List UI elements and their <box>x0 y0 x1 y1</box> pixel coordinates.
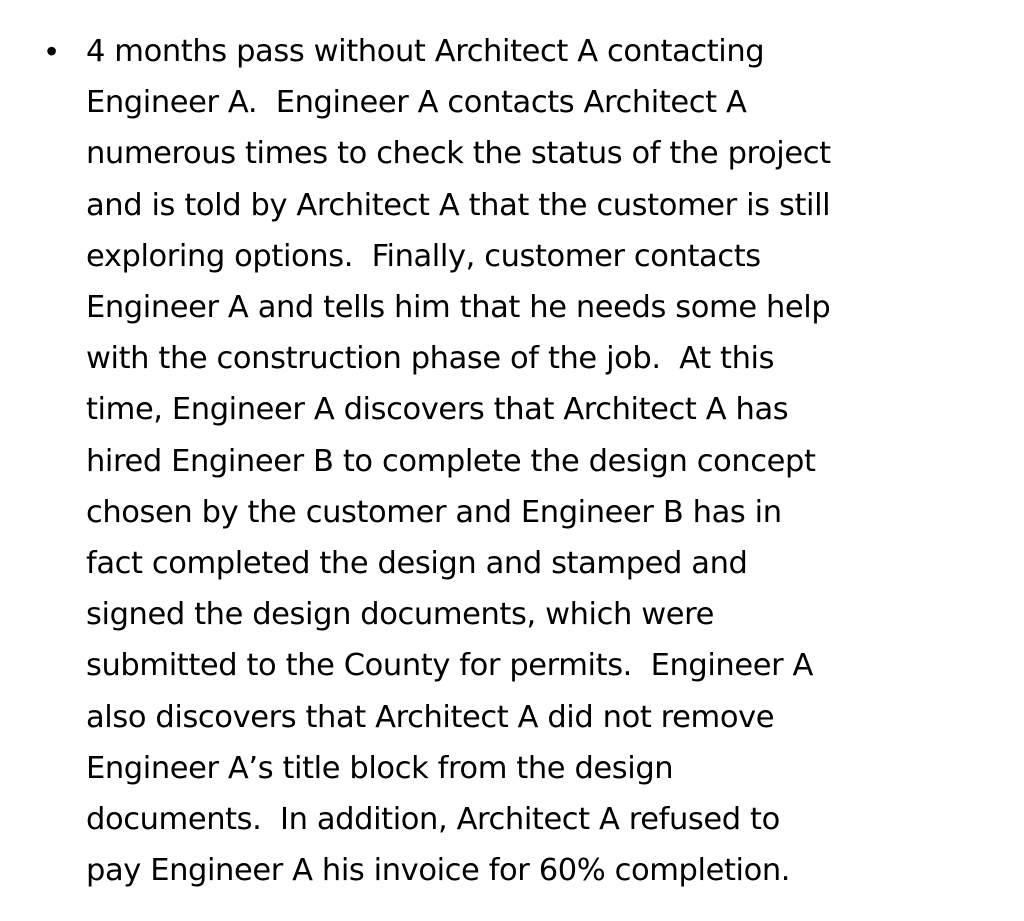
bullet-text-line: submitted to the County for permits. Engineer A <box>86 648 813 684</box>
bullet-text-line: also discovers that Architect A did not remove <box>86 699 775 735</box>
bullet-text-line: exploring options. Finally, customer contacts <box>86 238 761 274</box>
bullet-text-line: pay Engineer A his invoice for 60% completion. <box>86 853 791 889</box>
bullet-list <box>0 26 1024 896</box>
bullet-text-line: time, Engineer A discovers that Architect A has <box>86 392 789 428</box>
bullet-text-line: with the construction phase of the job. At this <box>86 341 775 377</box>
bullet-text-line: fact completed the design and stamped and <box>86 546 748 582</box>
bullet-text-line: Engineer A and tells him that he needs some help <box>86 290 831 326</box>
bullet-text-line: Engineer A’s title block from the design <box>86 750 674 786</box>
bullet-text-line: documents. In addition, Architect A refused to <box>86 802 780 838</box>
bullet-item <box>0 26 1024 896</box>
bullet-text-line: chosen by the customer and Engineer B has in <box>86 494 782 530</box>
bullet-text-line: 4 months pass without Architect A contacting <box>86 34 765 69</box>
bullet-text-line: numerous times to check the status of the project <box>86 136 831 172</box>
bullet-dot-icon: • <box>46 33 58 69</box>
bullet-text-line: Engineer A. Engineer A contacts Architect A <box>86 85 747 121</box>
bullet-text-line: hired Engineer B to complete the design concept <box>86 443 816 479</box>
bullet-text-line: and is told by Architect A that the customer is still <box>86 187 831 223</box>
bullet-text-line: signed the design documents, which were <box>86 597 714 633</box>
